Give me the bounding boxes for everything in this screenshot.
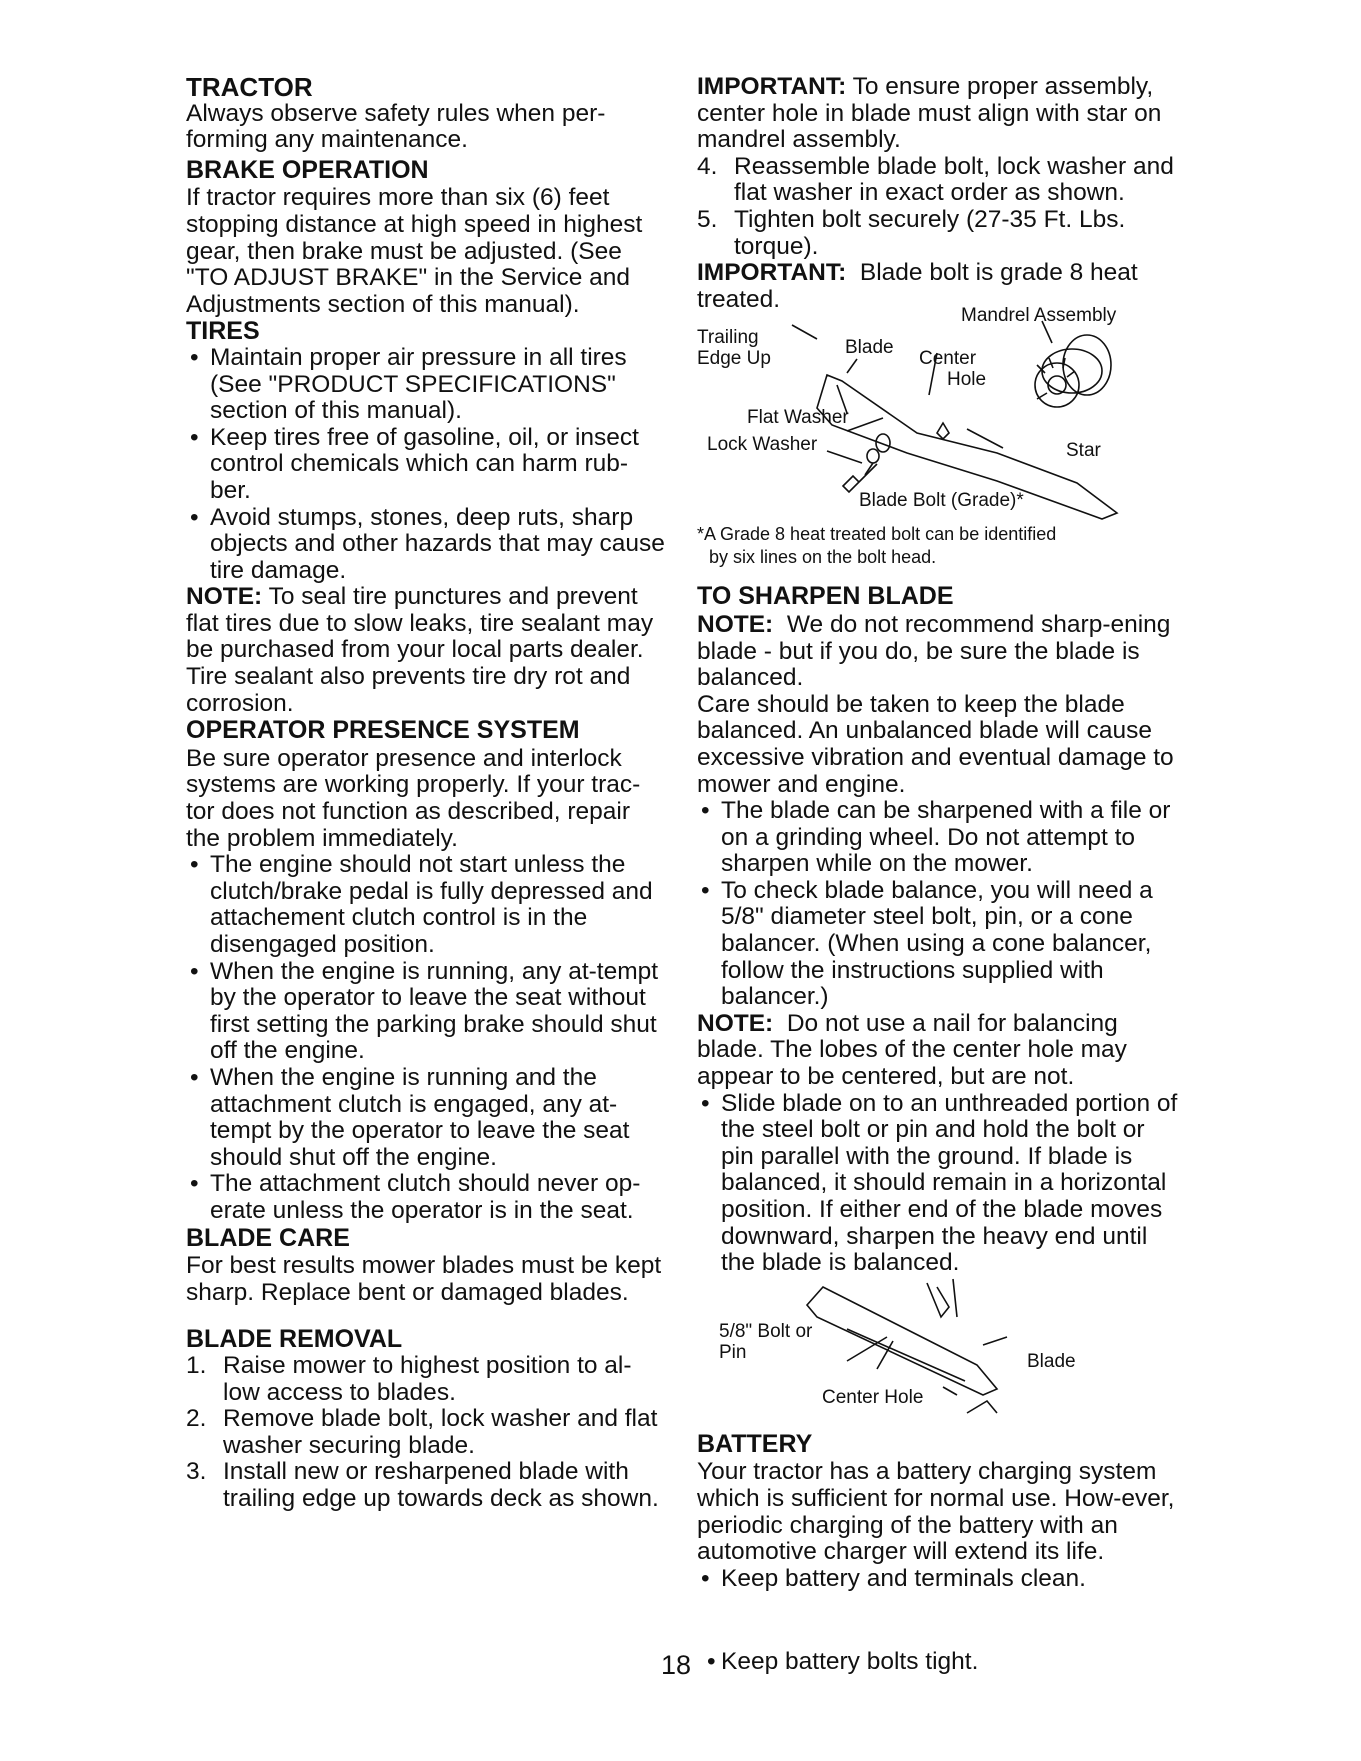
- note-label: NOTE:: [186, 583, 263, 611]
- list-item: • When the engine is running and the attachment clutch is engaged, any at-tempt by the operator to leave the seat should shut off the engine.: [186, 1065, 666, 1171]
- footnote-grade-line1: *A Grade 8 heat treated bolt can be identified: [697, 524, 1057, 545]
- list-item: • When the engine is running, any at-tempt by the operator to leave the seat without first setting the parking brake should shut off the engine.: [186, 959, 666, 1065]
- section-heading-blade-care: BLADE CARE: [186, 1223, 350, 1252]
- label-blade: Blade: [845, 337, 894, 359]
- tires-note: [186, 584, 666, 717]
- section-heading-tractor: TRACTOR: [186, 72, 313, 102]
- note-label: NOTE:: [697, 610, 774, 638]
- section-heading-tires: TIRES: [186, 317, 260, 346]
- list-item: • Avoid stumps, stones, deep ruts, sharp objects and other hazards that may cause tire damage.: [186, 505, 666, 585]
- balance-note: NOTE: Do not use a nail for balancing blade. The lobes of the center hole may appear to be centered, but are not.: [697, 1009, 1127, 1091]
- sharpen-list: [697, 798, 1183, 1011]
- label-bolt-or: 5/8" Bolt or: [719, 1320, 813, 1342]
- list-item: • Keep tires free of gasoline, oil, or insect control chemicals which can harm rub-ber.: [186, 425, 666, 505]
- note-text: To seal tire punctures and prevent flat tires due to slow leaks, tire sealant may be purchased from your local parts dealer. Tire sealant also prevents tire dry rot and corrosion.: [186, 583, 654, 717]
- section-heading-battery: BATTERY: [697, 1429, 813, 1458]
- balancing-illustration: [697, 1277, 1183, 1429]
- label-blade-bolt: Blade Bolt (Grade)*: [859, 490, 1024, 512]
- list-item: • The blade can be sharpened with a file or on a grinding wheel. Do not attempt to sharpen while on the mower.: [697, 798, 1183, 878]
- list-item: • To check blade balance, you will need a 5/8" diameter steel bolt, pin, or a cone balancer. (When using a cone balancer, follow the instructions supplied with balancer.): [697, 878, 1183, 1011]
- label-trailing: Trailing: [697, 327, 759, 349]
- label-center: Center: [919, 348, 977, 370]
- battery-list: [697, 1566, 1183, 1593]
- list-item: • The engine should not start unless the clutch/brake pedal is fully depressed and attachement clutch control is in the disengaged position.: [186, 852, 666, 958]
- list-item: • Slide blade on to an unthreaded portion of the steel bolt or pin and hold the bolt or pin parallel with the ground. If blade is balanced, it should remain in a horizontal position. If either end of the blade moves downward, sharpen the heavy end until the blade is balanced.: [697, 1091, 1183, 1277]
- section-heading-sharpen: TO SHARPEN BLADE: [697, 582, 954, 611]
- brake-paragraph: If tractor requires more than six (6) feet stopping distance at high speed in highest gear, then brake must be adjusted. (See "TO ADJUST BRAKE" in the Service and Adjustments section of this manual).: [186, 184, 643, 318]
- list-item: • Keep battery and terminals clean.: [697, 1566, 1183, 1593]
- tractor-paragraph: Always observe safety rules when per-forming any maintenance.: [186, 99, 606, 154]
- left-column: [186, 74, 666, 1512]
- list-item: 2. Remove blade bolt, lock washer and flat washer securing blade.: [186, 1405, 658, 1459]
- page-number: 18: [661, 1650, 692, 1680]
- label-center-hole: Center Hole: [822, 1386, 924, 1408]
- list-item: 5. Tighten bolt securely (27-35 Ft. Lbs. torque).: [697, 205, 1126, 260]
- tires-list: [186, 345, 666, 584]
- battery-last-bullet: • Keep battery bolts tight.: [707, 1648, 979, 1675]
- label-hole: Hole: [947, 369, 987, 391]
- important-assembly: IMPORTANT: To ensure proper assembly, center hole in blade must align with star on mandrel assembly.: [697, 73, 1162, 154]
- label-pin: Pin: [719, 1341, 747, 1363]
- operator-presence-paragraph: Be sure operator presence and interlock systems are working properly. If your trac-tor does not function as described, repair the problem immediately.: [186, 744, 641, 852]
- section-heading-operator-presence: OPERATOR PRESENCE SYSTEM: [186, 716, 580, 745]
- important-grade: IMPORTANT: Blade bolt is grade 8 heat treated.: [697, 259, 1138, 313]
- list-item: • The attachment clutch should never op-erate unless the operator is in the seat.: [186, 1171, 666, 1224]
- important-label: IMPORTANT:: [697, 259, 847, 287]
- right-column: [697, 74, 1183, 1592]
- blade-assembly-figure: [697, 305, 1183, 543]
- label-mandrel-assembly: Mandrel Assembly: [961, 305, 1117, 327]
- section-heading-brake: BRAKE OPERATION: [186, 155, 429, 184]
- footnote-grade-line2: by six lines on the bolt head.: [709, 547, 937, 568]
- label-blade: Blade: [1027, 1350, 1076, 1372]
- balancing-figure: [697, 1277, 1183, 1429]
- list-item: 1. Raise mower to highest position to al-low access to blades.: [186, 1351, 632, 1406]
- note-label: NOTE:: [697, 1009, 774, 1037]
- important-label: IMPORTANT:: [697, 73, 847, 100]
- label-edge-up: Edge Up: [697, 348, 771, 370]
- label-star: Star: [1066, 440, 1101, 462]
- label-lock-washer: Lock Washer: [707, 434, 818, 456]
- list-item: 4. Reassemble blade bolt, lock washer and flat washer in exact order as shown.: [697, 152, 1174, 207]
- balance-list: [697, 1091, 1183, 1277]
- section-heading-blade-removal: BLADE REMOVAL: [186, 1325, 403, 1354]
- battery-paragraph: Your tractor has a battery charging system which is sufficient for normal use. How-ever, periodic charging of the battery with an automotive charger will extend its life.: [697, 1458, 1175, 1566]
- blade-care-paragraph: For best results mower blades must be kept sharp. Replace bent or damaged blades.: [186, 1252, 662, 1306]
- blade-removal-steps: [186, 1353, 666, 1513]
- label-flat-washer: Flat Washer: [747, 407, 849, 429]
- operator-presence-list: [186, 852, 666, 1224]
- reassembly-steps: [697, 154, 1183, 260]
- care-paragraph: Care should be taken to keep the blade balanced. An unbalanced blade will cause excessive vibration and eventual damage to mower and engine.: [697, 690, 1174, 798]
- sharpen-note: NOTE: We do not recommend sharp-ening blade - but if you do, be sure the blade is balanced.: [697, 610, 1171, 692]
- list-item: • Maintain proper air pressure in all tires (See "PRODUCT SPECIFICATIONS" section of this manual).: [186, 345, 666, 425]
- list-item: 3. Install new or resharpened blade with trailing edge up towards deck as shown.: [186, 1458, 659, 1512]
